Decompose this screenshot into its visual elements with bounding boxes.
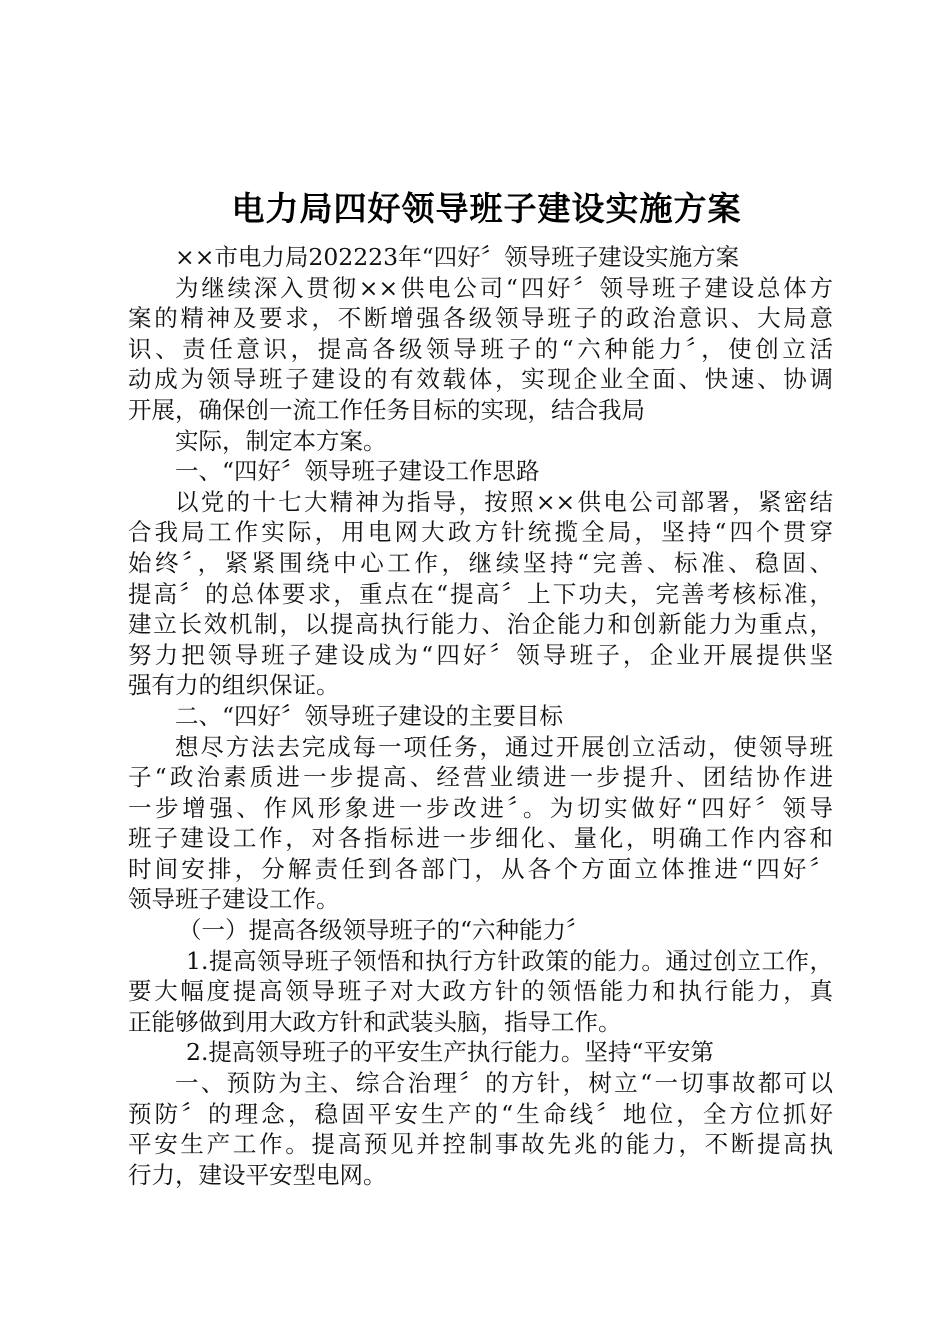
section-heading: 二、“四好〞领导班子建设的主要目标 (175, 701, 564, 730)
paragraph-line: 动成为领导班子建设的有效载体，实现企业全面、快速、协调 (128, 365, 833, 394)
paragraph-line: 以党的十七大精神为指导，按照××供电公司部署，紧密结 (175, 487, 833, 516)
paragraph-line: 努力把领导班子建设成为“四好〞领导班子，企业开展提供坚 (128, 640, 833, 669)
paragraph-line: 正能够做到用大政方针和武装头脑，指导工作。 (128, 1007, 622, 1036)
paragraph-line: 班子建设工作，对各指标进一步细化、量化，明确工作内容和 (128, 824, 833, 853)
paragraph-line: 1.提高领导班子领悟和执行方针政策的能力。通过创立工作， (186, 946, 833, 975)
paragraph-line: 一步增强、作风形象进一步改进〞。为切实做好“四好〞领导 (128, 793, 833, 822)
paragraph-line: 合我局工作实际，用电网大政方针统揽全局，坚持“四个贯穿 (128, 518, 833, 547)
paragraph-line: 建立长效机制，以提高执行能力、治企能力和创新能力为重点， (128, 610, 833, 639)
paragraph-line: 开展，确保创一流工作任务目标的实现，结合我局 (128, 395, 645, 424)
paragraph-line: 识、责任意识，提高各级领导班子的“六种能力〞，使创立活 (128, 334, 833, 363)
paragraph-line: 要大幅度提高领导班子对大政方针的领悟能力和执行能力，真 (128, 977, 833, 1006)
paragraph-line: 时间安排，分解责任到各部门，从各个方面立体推进“四好〞 (128, 854, 833, 883)
paragraph-line: 实际，制定本方案。 (175, 426, 387, 455)
subsection-heading: （一）提高各级领导班子的“六种能力〞 (178, 916, 590, 945)
paragraph-line: 2.提高领导班子的平安生产执行能力。坚持“平安第 (186, 1038, 714, 1067)
paragraph-line: 为继续深入贯彻××供电公司“四好〞领导班子建设总体方 (175, 273, 833, 302)
paragraph-line: 行力，建设平安型电网。 (128, 1160, 387, 1189)
subtitle-line: ××市电力局202223年“四好〞领导班子建设实施方案 (175, 243, 740, 271)
paragraph-line: 强有力的组织保证。 (128, 671, 340, 700)
paragraph-line: 想尽方法去完成每一项任务，通过开展创立活动，使领导班 (175, 732, 833, 761)
paragraph-line: 案的精神及要求，不断增强各级领导班子的政治意识、大局意 (128, 304, 833, 333)
document-page (128, 186, 833, 1190)
paragraph-line: 一、预防为主、综合治理〞的方针，树立“一切事故都可以 (175, 1069, 833, 1098)
paragraph-line: 预防〞的理念，稳固平安生产的“生命线〞地位，全方位抓好 (128, 1099, 833, 1128)
paragraph-line: 平安生产工作。提高预见并控制事故先兆的能力，不断提高执 (128, 1130, 833, 1159)
section-heading: 一、“四好〞领导班子建设工作思路 (175, 457, 540, 486)
paragraph-line: 始终〞，紧紧围绕中心工作，继续坚持“完善、标准、稳固、 (128, 548, 833, 577)
paragraph-line: 子“政治素质进一步提高、经营业绩进一步提升、团结协作进 (128, 763, 833, 792)
paragraph-line: 提高〞的总体要求，重点在“提高〞上下功夫，完善考核标准， (128, 579, 833, 608)
paragraph-line: 领导班子建设工作。 (128, 885, 340, 914)
document-title: 电力局四好领导班子建设实施方案 (231, 189, 742, 228)
